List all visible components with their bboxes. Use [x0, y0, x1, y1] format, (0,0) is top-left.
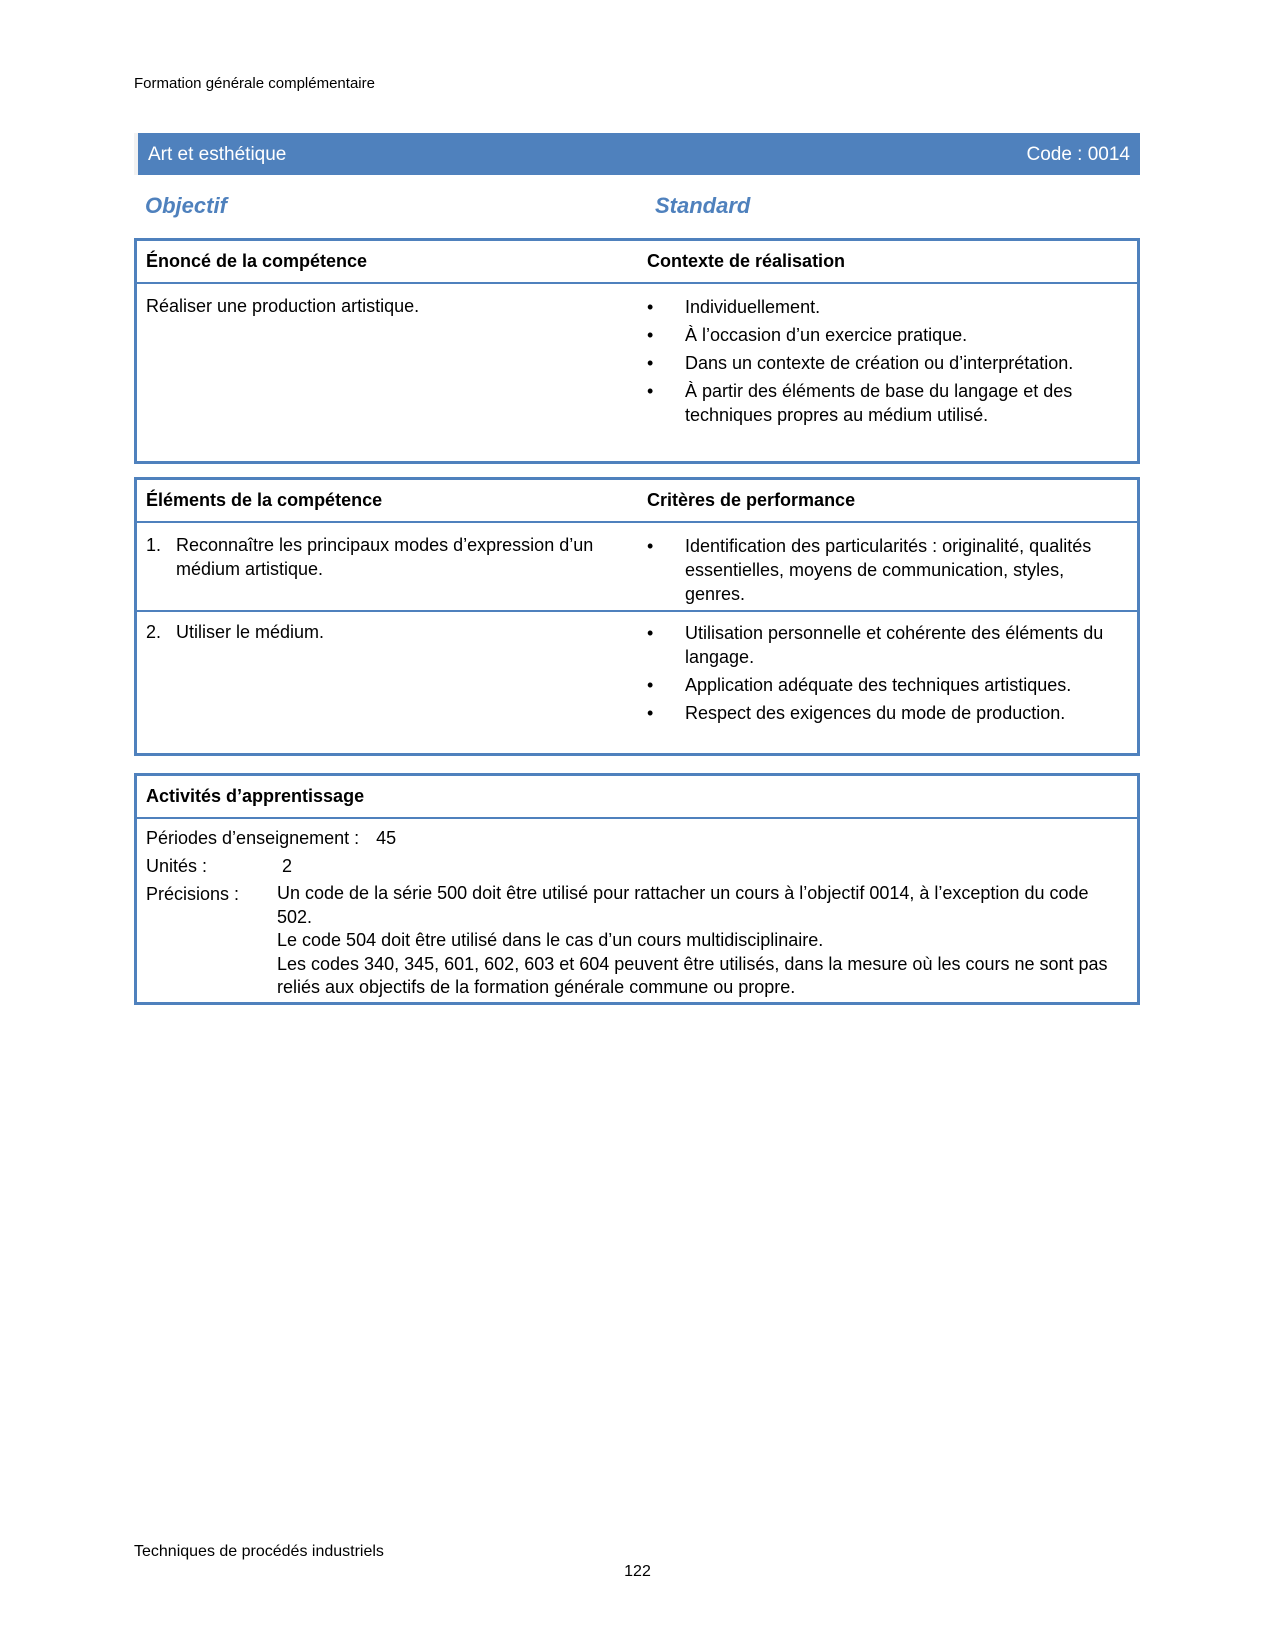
criteria-heading: Critères de performance: [647, 490, 856, 510]
criteria-item: • Identification des particularités : originalité, qualités essentielles, moyens de communication, styles, genres.: [647, 534, 1127, 606]
criteria-list-1: [647, 534, 1127, 610]
footer-program: Techniques de procédés industriels: [134, 1543, 384, 1560]
elements-box: [134, 477, 1140, 756]
periods-line: [146, 826, 396, 850]
context-item: • À l’occasion d’un exercice pratique.: [647, 323, 1127, 347]
objective-row: [145, 193, 1135, 223]
elements-heading: Éléments de la compétence: [146, 490, 383, 510]
page-number: 122: [624, 1563, 651, 1580]
activities-box: [134, 773, 1140, 1005]
criteria-item: • Respect des exigences du mode de production.: [647, 701, 1205, 725]
competence-box-header: [137, 241, 1137, 284]
units-label: Unités :: [146, 856, 208, 876]
element-number: 2.: [146, 622, 162, 642]
element-text: Utiliser le médium.: [176, 622, 325, 642]
context-list: [647, 295, 1127, 431]
course-title: Art et esthétique: [148, 144, 287, 165]
criteria-item: • Utilisation personnelle et cohérente des éléments du langage.: [647, 621, 1127, 669]
activities-box-header: [137, 776, 1137, 819]
standard-heading: Standard: [655, 193, 751, 218]
criteria-item: • Application adéquate des techniques artistiques.: [647, 673, 1127, 697]
activities-heading: Activités d’apprentissage: [146, 786, 365, 806]
elements-box-header: [137, 480, 1137, 523]
element-text: Reconnaître les principaux modes d’expression d’un médium artistique.: [176, 535, 594, 579]
context-item: • Individuellement.: [647, 295, 1127, 319]
title-bar: [134, 133, 1140, 175]
context-item: • À partir des éléments de base du langage et des techniques propres au médium utilisé.: [647, 379, 1127, 427]
periods-label: Périodes d’enseignement :: [146, 828, 360, 848]
objectif-heading: Objectif: [145, 193, 227, 218]
units-line: [146, 854, 292, 878]
precision-paragraph: Un code de la série 500 doit être utilisé pour rattacher un cours à l’objectif 0014, à l’exception du code 502.: [277, 883, 1089, 927]
competence-statement-heading: Énoncé de la compétence: [146, 251, 368, 271]
context-heading: Contexte de réalisation: [647, 251, 846, 271]
periods-value: 45: [376, 828, 397, 848]
element-row-2: [146, 620, 626, 644]
running-header: Formation générale complémentaire: [134, 75, 375, 92]
precision-paragraph: Les codes 340, 345, 601, 602, 603 et 604 peuvent être utilisés, dans la mesure où les cours ne sont pas reliés aux objectifs de la formation générale commune ou propre.: [277, 953, 1108, 997]
precisions-label: Précisions :: [146, 884, 240, 904]
row-divider: [137, 610, 1137, 612]
context-item: • Dans un contexte de création ou d’interprétation.: [647, 351, 1127, 375]
competence-box: [134, 238, 1140, 464]
precision-paragraph: Le code 504 doit être utilisé dans le cas d’un cours multidisciplinaire.: [277, 930, 824, 950]
element-row-1: [146, 533, 626, 581]
units-value: 2: [282, 856, 293, 876]
criteria-list-2: [647, 621, 1127, 729]
competence-statement: Réaliser une production artistique.: [146, 296, 420, 316]
precisions-text: [277, 882, 1127, 1000]
element-number: 1.: [146, 535, 162, 555]
course-code: Code : 0014: [1026, 144, 1130, 165]
